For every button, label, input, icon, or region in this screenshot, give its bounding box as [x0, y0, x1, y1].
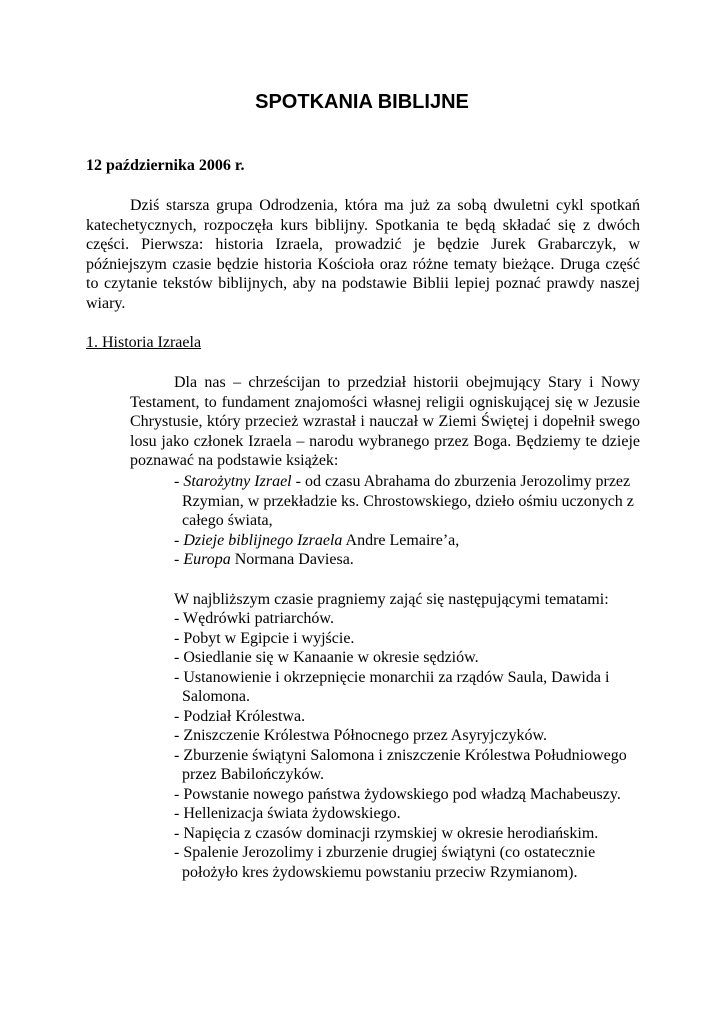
book-list [174, 472, 644, 570]
book-item: - Dzieje biblijnego Izraela Andre Lemaire’a, [174, 531, 460, 549]
book-title: Europa [183, 551, 231, 568]
book-title: Dzieje biblijnego Izraela [183, 531, 343, 549]
book-item: - Europa Normana Daviesa. [174, 551, 354, 568]
topic-list [174, 609, 644, 882]
topics-heading: W najbliższym czasie pragniemy zająć się następującymi tematami: [174, 591, 609, 608]
history-paragraph: Dla nas – chrześcijan to przedział historii obejmujący Stary i Nowy Testament, to fundament znajomości własnej religii ogniskującej się w Jezusie Chrystusie, który przecież wzrastał i nauczał w Ziemi Świętej i dopełnił swego losu jako członek Izraela – narodu wybranego przez Boga. Będziemy te dzieje poznawać na podstawie książek: [130, 374, 640, 469]
topic-item: - Wędrówki patriarchów. [174, 610, 334, 627]
intro-paragraph: Dziś starsza grupa Odrodzenia, która ma już za sobą dwuletni cykl spotkań katechetycznych, rozpoczęła kurs biblijny. Spotkania te będą składać się z dwóch części. Pierwsza: historia Izraela, prowadzić je będzie Jurek Grabarczyk, w późniejszym czasie będzie historia Kościoła oraz różne tematy bieżące. Druga część to czytanie tekstów biblijnych, aby na podstawie Biblii lepiej poznać prawdy naszej wiary. [86, 197, 640, 312]
topic-item: - Napięcia z czasów dominacji rzymskiej w okresie herodiańskim. [174, 824, 599, 842]
topic-item: - Spalenie Jerozolimy i zburzenie drugiej świątyni (co ostatecznie położyło kres żydowskiemu powstaniu przeciw Rzymianom). [174, 844, 596, 881]
topic-item: - Hellenizacja świata żydowskiego. [174, 805, 401, 822]
topic-item: - Pobyt w Egipcie i wyjście. [174, 629, 355, 647]
topic-item: - Podział Królestwa. [174, 707, 306, 725]
section-heading: 1. Historia Izraela [86, 334, 202, 351]
book-item: - Starożytny Izrael - od czasu Abrahama do zburzenia Jerozolimy przez Rzymian, w przekładzie ks. Chrostowskiego, dzieło ośmiu uczonych z całego świata, [174, 473, 634, 529]
topic-item: - Osiedlanie się w Kanaanie w okresie sędziów. [174, 649, 479, 666]
document-date: 12 października 2006 r. [86, 157, 245, 174]
topic-item: - Zniszczenie Królestwa Północnego przez Asyryjczyków. [174, 727, 548, 744]
book-title: Starożytny Izrael [183, 473, 292, 490]
topic-item: - Powstanie nowego państwa żydowskiego pod władzą Machabeuszy. [174, 785, 621, 803]
topic-item: - Ustanowienie i okrzepnięcie monarchii za rządów Saula, Dawida i Salomona. [174, 668, 610, 705]
topic-item: - Zburzenie świątyni Salomona i zniszczenie Królestwa Południowego przez Babilończyków. [174, 746, 627, 783]
document-title: SPOTKANIA BIBLIJNE [255, 91, 469, 113]
